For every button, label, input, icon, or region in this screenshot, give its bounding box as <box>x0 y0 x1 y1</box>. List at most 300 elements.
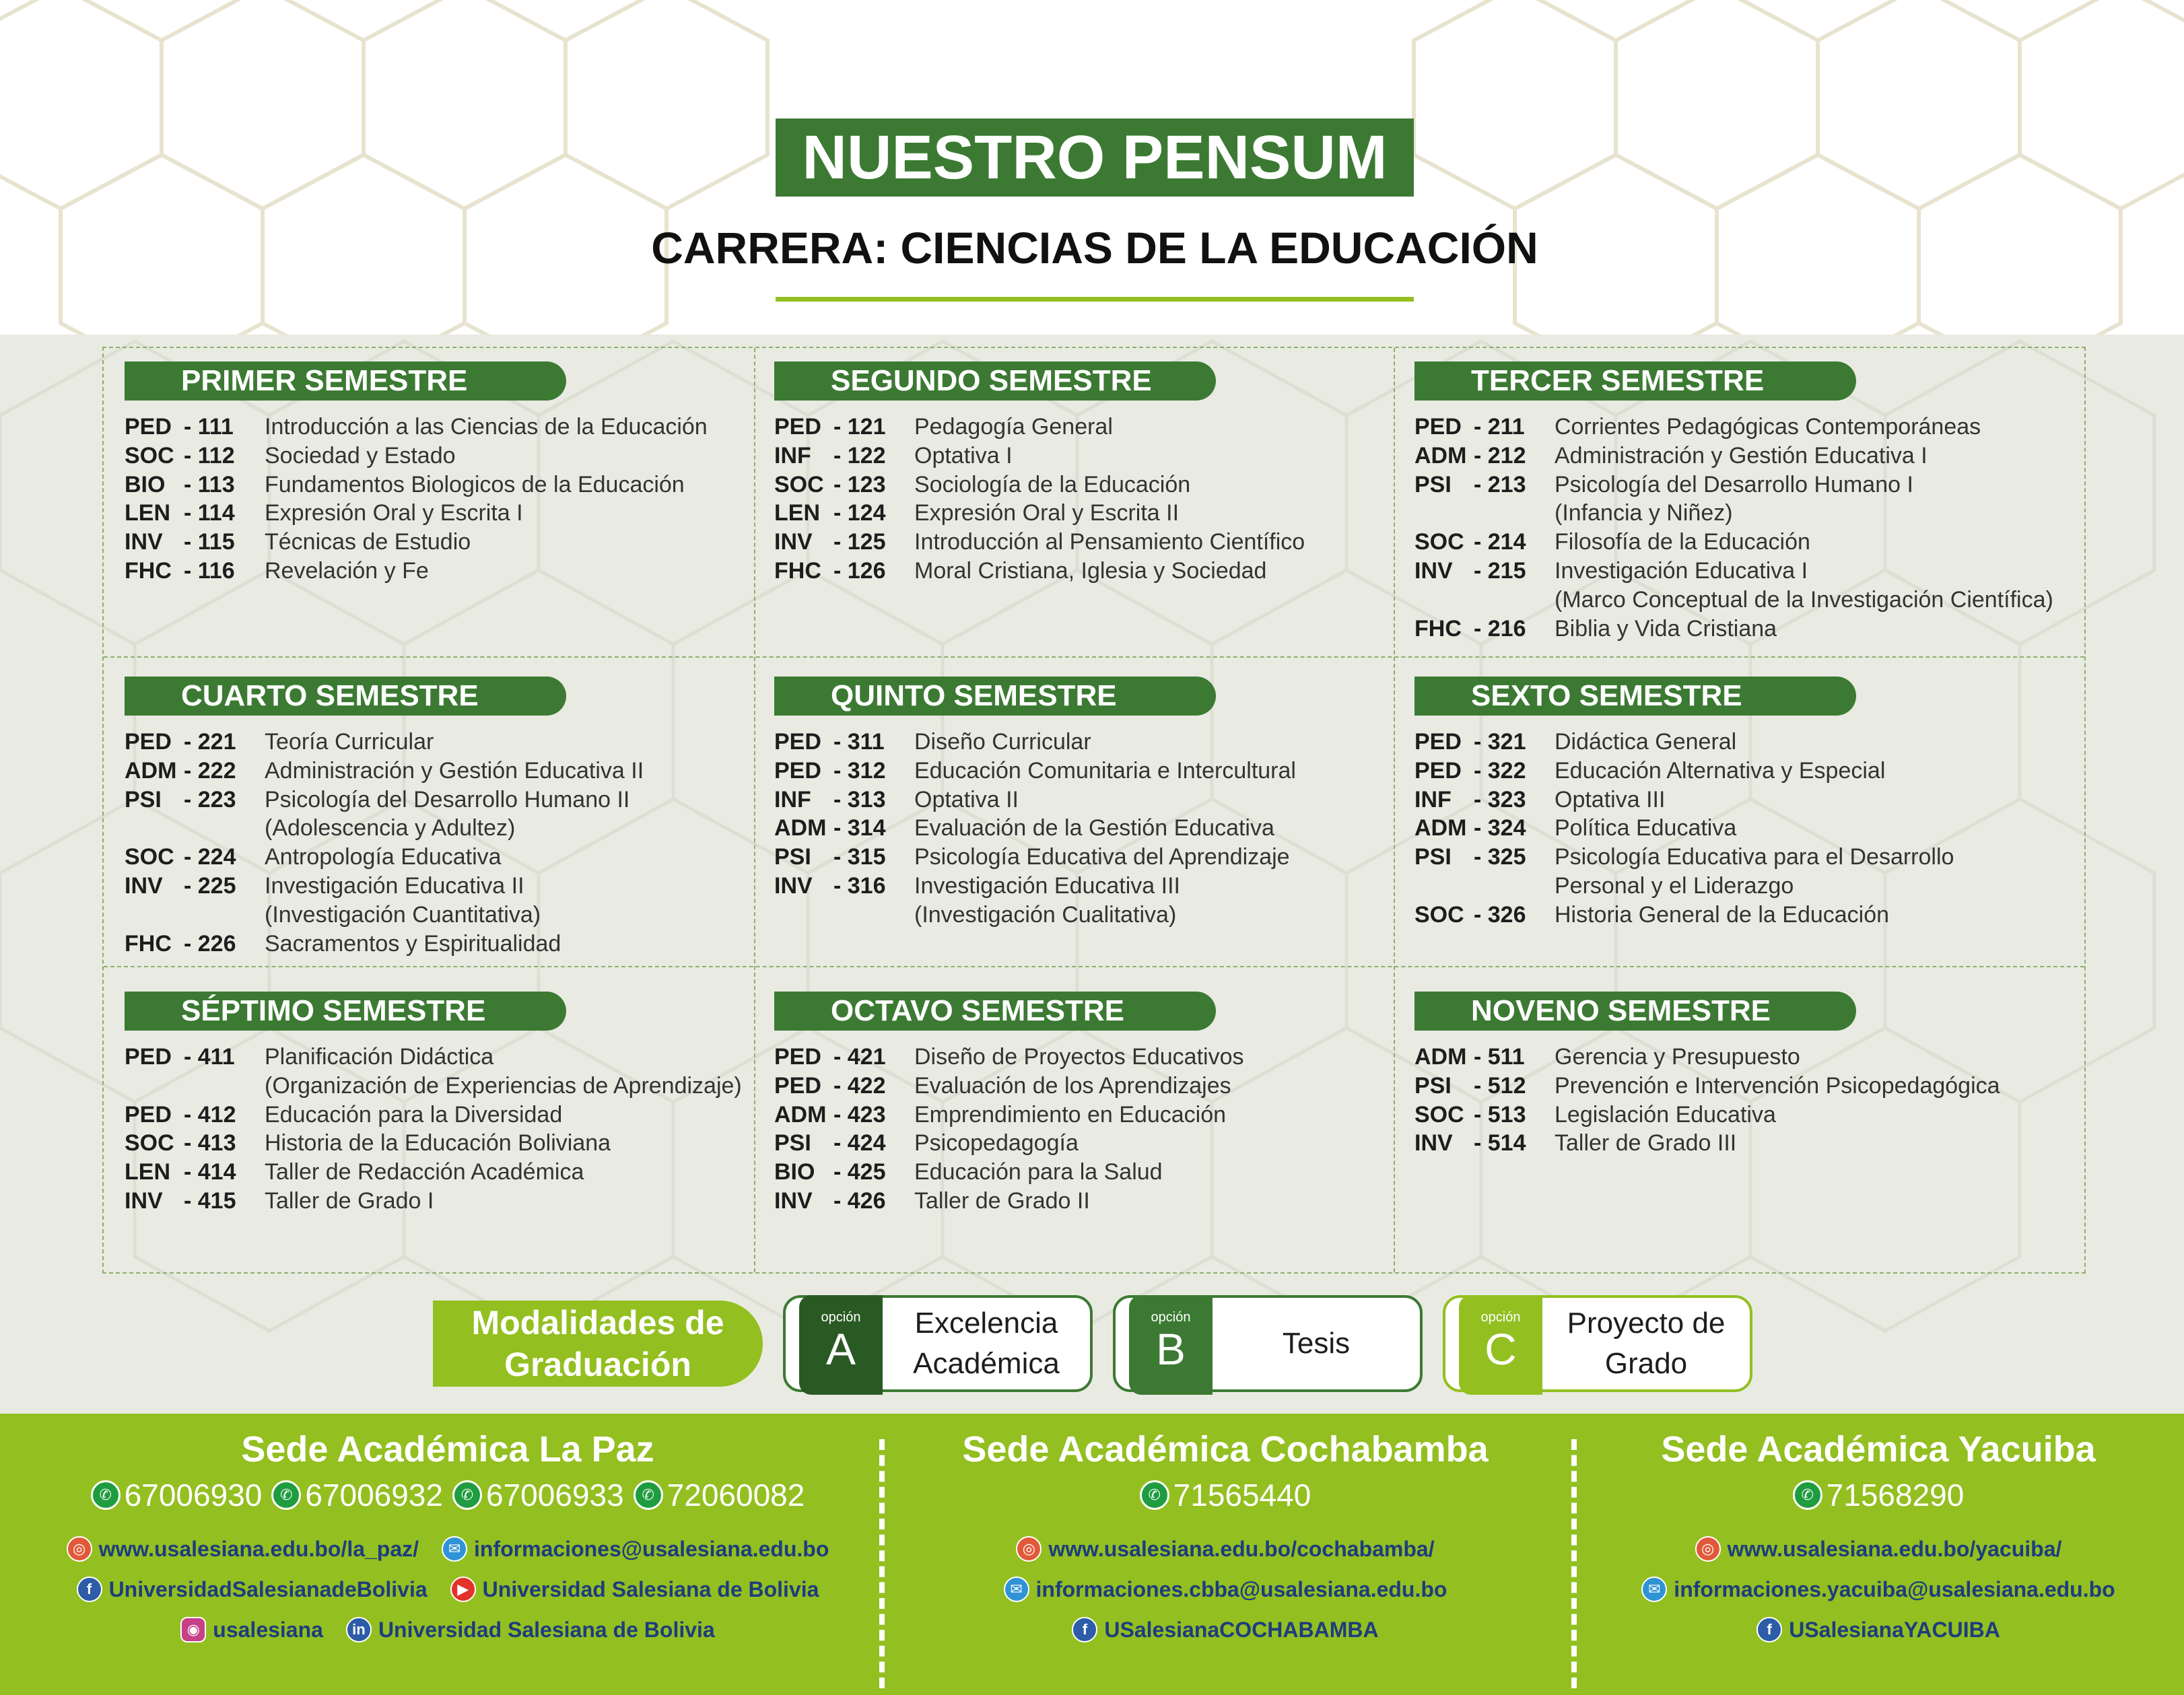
link-text: UniversidadSalesianadeBolivia <box>108 1577 428 1601</box>
course-name: Educación para la Diversidad <box>265 1101 563 1128</box>
course-name: Técnicas de Estudio <box>265 529 471 555</box>
course-code: - 326 <box>1474 901 1526 928</box>
link-text: Universidad Salesiana de Bolivia <box>378 1617 715 1642</box>
course-row <box>774 413 1216 442</box>
whatsapp-icon: ✆ <box>1140 1480 1169 1510</box>
course-code: - 215 <box>1474 557 1526 584</box>
course-code: - 514 <box>1474 1130 1526 1156</box>
semester-title: SEXTO SEMESTRE <box>1414 677 1856 716</box>
course-row <box>125 1072 742 1101</box>
sede-la-paz-phones <box>40 1477 855 1513</box>
course-code: - 422 <box>833 1072 886 1099</box>
course-code: - 513 <box>1474 1101 1526 1128</box>
course-name: Personal y el Liderazgo <box>1555 872 1794 899</box>
course-name: Pedagogía General <box>914 414 1113 440</box>
course-prefix: BIO <box>774 1159 815 1185</box>
course-code: - 323 <box>1474 786 1526 812</box>
course-row <box>1414 843 1954 872</box>
link-text: www.usalesiana.edu.bo/cochabamba/ <box>1048 1536 1435 1561</box>
course-code: - 222 <box>184 757 236 784</box>
option-c-letter: C <box>1485 1324 1517 1374</box>
website-link[interactable] <box>1695 1536 2062 1562</box>
option-a-line1: Excelencia <box>914 1307 1058 1340</box>
semester-block <box>1414 992 2000 1158</box>
sede-cochabamba-links-row2 <box>902 1577 1548 1602</box>
course-row <box>774 1043 1244 1072</box>
course-prefix: INV <box>125 1187 163 1214</box>
graduation-modes-label-line2: Graduación <box>504 1346 691 1383</box>
course-prefix: PED <box>125 729 172 755</box>
course-row <box>1414 471 1913 499</box>
course-prefix: PSI <box>1414 844 1452 870</box>
course-name: Psicología del Desarrollo Humano I <box>1555 471 1913 497</box>
course-row <box>125 843 566 872</box>
globe-icon: ◎ <box>1695 1536 1721 1562</box>
course-row <box>1414 728 1856 757</box>
course-prefix: LEN <box>125 500 170 526</box>
course-prefix: INV <box>774 529 813 555</box>
semester-title: SEGUNDO SEMESTRE <box>774 361 1216 401</box>
grid-divider <box>104 966 2084 967</box>
course-prefix: SOC <box>774 471 824 497</box>
course-name: (Adolescencia y Adultez) <box>265 815 516 841</box>
phone-number: 67006932 <box>305 1478 443 1513</box>
link-text: www.usalesiana.edu.bo/la_paz/ <box>98 1536 419 1561</box>
course-name: Investigación Educativa III <box>914 872 1181 899</box>
course-name: Didáctica General <box>1555 729 1737 755</box>
youtube-icon: ▶ <box>450 1577 476 1602</box>
course-code: - 425 <box>833 1159 886 1185</box>
course-name: (Infancia y Niñez) <box>1555 500 1733 526</box>
course-code: - 414 <box>184 1159 236 1185</box>
mail-icon: ✉ <box>1004 1577 1029 1602</box>
sede-cochabamba-phones <box>902 1477 1548 1513</box>
whatsapp-icon: ✆ <box>91 1480 121 1510</box>
sede-la-paz-links-row1 <box>40 1536 855 1562</box>
course-prefix: SOC <box>1414 529 1464 555</box>
course-row <box>125 757 644 786</box>
course-row <box>1414 814 1856 843</box>
option-b-letter: B <box>1155 1324 1186 1374</box>
grid-divider <box>754 348 755 1272</box>
course-code: - 123 <box>833 471 886 497</box>
sede-yacuiba-title: Sede Académica Yacuiba <box>1661 1429 2096 1469</box>
course-row <box>125 1043 566 1072</box>
course-name: Educación Comunitaria e Intercultural <box>914 757 1296 784</box>
course-prefix: INV <box>1414 557 1453 584</box>
course-row <box>1414 1101 1856 1130</box>
course-prefix: PED <box>125 1101 172 1128</box>
course-row <box>125 786 630 815</box>
course-row <box>125 471 685 499</box>
course-code: - 415 <box>184 1187 236 1214</box>
footer-divider <box>1571 1439 1577 1688</box>
course-list <box>125 728 644 958</box>
course-name: Diseño Curricular <box>914 729 1091 755</box>
course-name: Administración y Gestión Educativa II <box>265 757 644 784</box>
option-b-caption: opción <box>1151 1310 1191 1325</box>
course-code: - 115 <box>184 529 235 555</box>
subtitle-divider <box>776 297 1414 302</box>
course-name: Diseño de Proyectos Educativos <box>914 1044 1244 1070</box>
course-prefix: INV <box>1414 1130 1453 1156</box>
phone-number: 72060082 <box>667 1478 805 1513</box>
course-row <box>125 814 566 843</box>
course-row <box>125 1158 584 1187</box>
globe-icon: ◎ <box>1016 1536 1042 1562</box>
course-row <box>774 442 1216 471</box>
phone-entry[interactable] <box>91 1477 263 1513</box>
course-code: - 423 <box>833 1101 886 1128</box>
course-prefix: SOC <box>1414 901 1464 928</box>
sede-cochabamba-links-row3 <box>902 1617 1548 1642</box>
linkedin-link[interactable] <box>346 1617 715 1642</box>
course-name: Taller de Redacción Académica <box>265 1159 584 1185</box>
link-text: USalesianaYACUIBA <box>1789 1617 2000 1642</box>
linkedin-icon: in <box>346 1617 372 1642</box>
course-row <box>774 757 1296 786</box>
sede-cochabamba-title: Sede Académica Cochabamba <box>962 1429 1489 1469</box>
course-name: Administración y Gestión Educativa I <box>1555 442 1927 469</box>
course-code: - 116 <box>184 557 235 584</box>
page-title: NUESTRO PENSUM <box>776 118 1414 197</box>
course-list <box>1414 413 2053 643</box>
course-name: Gerencia y Presupuesto <box>1555 1044 1800 1070</box>
course-prefix: PED <box>774 757 821 784</box>
course-prefix: INV <box>125 872 163 899</box>
course-row <box>774 557 1267 586</box>
course-code: - 512 <box>1474 1072 1526 1099</box>
course-prefix: PED <box>774 414 821 440</box>
course-list <box>774 413 1305 586</box>
course-row <box>125 1187 566 1216</box>
course-code: - 213 <box>1474 471 1526 497</box>
whatsapp-icon: ✆ <box>271 1480 301 1510</box>
semester-title: NOVENO SEMESTRE <box>1414 992 1856 1031</box>
link-text: informaciones.yacuiba@usalesiana.edu.bo <box>1674 1577 2115 1601</box>
course-prefix: BIO <box>125 471 166 497</box>
course-code: - 122 <box>833 442 886 469</box>
footer-divider <box>879 1439 885 1688</box>
course-name: Taller de Grado III <box>1555 1130 1737 1156</box>
course-name: (Marco Conceptual de la Investigación Científica) <box>1555 586 2053 613</box>
course-name: Taller de Grado II <box>914 1187 1090 1214</box>
course-prefix: ADM <box>774 815 827 841</box>
course-row <box>774 1129 1216 1158</box>
facebook-icon: f <box>77 1577 102 1602</box>
course-name: Psicología del Desarrollo Humano II <box>265 786 630 812</box>
course-row <box>125 1129 611 1158</box>
sede-yacuiba-links-row3 <box>1602 1617 2154 1642</box>
graduation-modes-label <box>433 1301 763 1387</box>
course-name: Teoría Curricular <box>265 729 434 755</box>
grid-divider <box>104 656 2084 658</box>
option-c-card <box>1443 1295 1752 1392</box>
course-name: Biblia y Vida Cristiana <box>1555 615 1777 642</box>
course-code: - 311 <box>833 729 885 755</box>
semester-block <box>774 361 1305 586</box>
course-code: - 316 <box>833 872 886 899</box>
course-row <box>774 1101 1227 1130</box>
course-prefix: LEN <box>125 1159 170 1185</box>
option-a-card <box>783 1295 1093 1392</box>
course-list <box>125 413 708 586</box>
option-c-line2: Grado <box>1604 1347 1688 1380</box>
facebook-icon: f <box>1072 1617 1097 1642</box>
semester-title: CUARTO SEMESTRE <box>125 677 566 716</box>
course-name: Evaluación de los Aprendizajes <box>914 1072 1231 1099</box>
course-row <box>1414 786 1856 815</box>
course-row <box>1414 528 1856 557</box>
course-code: - 224 <box>184 844 236 870</box>
course-code: - 313 <box>833 786 886 812</box>
course-row <box>774 1158 1216 1187</box>
course-row <box>1414 615 1856 644</box>
course-name: Sociología de la Educación <box>914 471 1191 497</box>
email-link[interactable] <box>1641 1577 2115 1602</box>
option-c-tab <box>1459 1295 1542 1395</box>
course-code: - 325 <box>1474 844 1526 870</box>
option-c-caption: opción <box>1480 1310 1521 1325</box>
course-name: Taller de Grado I <box>265 1187 434 1214</box>
course-list <box>774 728 1296 930</box>
course-prefix: SOC <box>125 1130 174 1156</box>
option-b-line1: Tesis <box>1282 1327 1351 1360</box>
course-row <box>1414 499 1856 528</box>
semester-block <box>1414 361 2053 643</box>
facebook-link[interactable] <box>1072 1617 1378 1642</box>
course-code: - 113 <box>184 471 235 497</box>
globe-icon: ◎ <box>67 1536 92 1562</box>
course-row <box>1414 1043 1856 1072</box>
course-name: Expresión Oral y Escrita II <box>914 500 1180 526</box>
semester-block <box>774 677 1296 930</box>
whatsapp-icon: ✆ <box>452 1480 482 1510</box>
phone-entry[interactable] <box>1140 1477 1311 1513</box>
link-text: usalesiana <box>213 1617 323 1642</box>
course-row <box>774 843 1290 872</box>
course-code: - 314 <box>833 815 886 841</box>
course-prefix: ADM <box>125 757 177 784</box>
course-name: Prevención e Intervención Psicopedagógica <box>1555 1072 2000 1099</box>
course-prefix: PED <box>125 414 172 440</box>
course-prefix: PED <box>774 1044 821 1070</box>
course-row <box>125 930 566 959</box>
email-link[interactable] <box>442 1536 829 1562</box>
phone-number: 71565440 <box>1173 1478 1311 1513</box>
instagram-link[interactable] <box>180 1617 323 1642</box>
course-name: Emprendimiento en Educación <box>914 1101 1227 1128</box>
graduation-modes-label-line1: Modalidades de <box>471 1304 724 1342</box>
course-prefix: PED <box>125 1044 172 1070</box>
course-code: - 223 <box>184 786 236 812</box>
course-row <box>125 901 566 930</box>
course-name: (Organización de Experiencias de Aprendizaje) <box>265 1072 742 1099</box>
course-name: Planificación Didáctica <box>265 1044 494 1070</box>
course-prefix: INF <box>774 442 811 469</box>
course-code: - 214 <box>1474 529 1526 555</box>
course-name: Fundamentos Biologicos de la Educación <box>265 471 685 497</box>
course-row <box>125 1101 566 1130</box>
course-code: - 413 <box>184 1130 236 1156</box>
course-row <box>125 413 708 442</box>
option-c-text <box>1542 1298 1750 1389</box>
course-prefix: INF <box>1414 786 1452 812</box>
website-link[interactable] <box>1016 1536 1434 1562</box>
link-text: www.usalesiana.edu.bo/yacuiba/ <box>1727 1536 2062 1561</box>
course-prefix: SOC <box>125 442 174 469</box>
course-name: Optativa II <box>914 786 1019 812</box>
course-name: Psicología Educativa para el Desarrollo <box>1555 844 1954 870</box>
sede-yacuiba-links-row2 <box>1602 1577 2154 1602</box>
course-prefix: FHC <box>125 557 172 584</box>
course-prefix: PED <box>1414 729 1462 755</box>
course-name: Investigación Educativa I <box>1555 557 1808 584</box>
course-name: Expresión Oral y Escrita I <box>265 500 523 526</box>
instagram-icon: ◉ <box>180 1617 206 1642</box>
semester-block <box>1414 677 1954 930</box>
course-prefix: INV <box>774 1187 813 1214</box>
grid-divider <box>1394 348 1395 1272</box>
course-name: Sociedad y Estado <box>265 442 456 469</box>
youtube-link[interactable] <box>450 1577 819 1602</box>
phone-number: 67006933 <box>486 1478 624 1513</box>
course-row <box>774 528 1305 557</box>
course-prefix: SOC <box>125 844 174 870</box>
course-prefix: PED <box>1414 757 1462 784</box>
course-name: Historia de la Educación Boliviana <box>265 1130 611 1156</box>
course-row <box>1414 901 1890 930</box>
course-name: Sacramentos y Espiritualidad <box>265 930 561 957</box>
course-list <box>1414 1043 2000 1158</box>
semester-title: TERCER SEMESTRE <box>1414 361 1856 401</box>
link-text: Universidad Salesiana de Bolivia <box>482 1577 819 1601</box>
course-prefix: LEN <box>774 500 820 526</box>
course-code: - 315 <box>833 844 886 870</box>
course-name: Introducción a las Ciencias de la Educación <box>265 414 708 440</box>
footer-contacts <box>0 1414 2184 1695</box>
course-name: Política Educativa <box>1555 815 1737 841</box>
course-code: - 324 <box>1474 815 1526 841</box>
website-link[interactable] <box>67 1536 419 1562</box>
course-name: Psicología Educativa del Aprendizaje <box>914 844 1290 870</box>
course-code: - 321 <box>1474 729 1526 755</box>
course-row <box>774 1187 1216 1216</box>
course-prefix: SOC <box>1414 1101 1464 1128</box>
course-prefix: FHC <box>774 557 821 584</box>
option-a-text <box>883 1298 1090 1389</box>
course-prefix: PSI <box>774 1130 811 1156</box>
course-code: - 426 <box>833 1187 886 1214</box>
phone-entry[interactable] <box>452 1477 624 1513</box>
course-code: - 212 <box>1474 442 1526 469</box>
course-row <box>774 786 1216 815</box>
course-row <box>1414 872 1856 901</box>
course-row <box>125 499 566 528</box>
course-code: - 114 <box>184 500 235 526</box>
option-b-tab <box>1129 1295 1213 1395</box>
course-name: Investigación Educativa II <box>265 872 524 899</box>
semester-block <box>125 992 742 1216</box>
course-row <box>774 901 1216 930</box>
course-name: Introducción al Pensamiento Científico <box>914 529 1305 555</box>
course-prefix: ADM <box>1414 815 1467 841</box>
semester-title: SÉPTIMO SEMESTRE <box>125 992 566 1031</box>
option-a-caption: opción <box>821 1310 861 1325</box>
sede-la-paz-links-row2 <box>40 1577 855 1602</box>
course-name: Educación Alternativa y Especial <box>1555 757 1886 784</box>
course-code: - 112 <box>184 442 235 469</box>
course-row <box>125 872 566 901</box>
option-a-line2: Académica <box>913 1347 1060 1380</box>
course-name: Moral Cristiana, Iglesia y Sociedad <box>914 557 1267 584</box>
course-list <box>125 1043 742 1216</box>
option-a-letter: A <box>825 1324 856 1374</box>
semester-title: OCTAVO SEMESTRE <box>774 992 1216 1031</box>
sede-yacuiba-phones <box>1602 1477 2154 1513</box>
phone-number: 67006930 <box>124 1478 263 1513</box>
course-row <box>1414 413 1981 442</box>
course-prefix: PSI <box>1414 471 1452 497</box>
course-row <box>774 471 1216 499</box>
course-name: Evaluación de la Gestión Educativa <box>914 815 1274 841</box>
course-row <box>1414 442 1927 471</box>
course-name: Historia General de la Educación <box>1555 901 1890 928</box>
course-code: - 421 <box>833 1044 886 1070</box>
course-code: - 424 <box>833 1130 886 1156</box>
phone-entry[interactable] <box>1793 1477 1965 1513</box>
semester-block <box>774 992 1244 1216</box>
course-prefix: FHC <box>1414 615 1462 642</box>
course-prefix: PSI <box>125 786 162 812</box>
facebook-link[interactable] <box>1756 1617 2000 1642</box>
course-name: (Investigación Cuantitativa) <box>265 901 541 928</box>
course-code: - 411 <box>184 1044 235 1070</box>
phone-entry[interactable] <box>271 1477 443 1513</box>
course-row <box>1414 757 1886 786</box>
course-code: - 125 <box>833 529 886 555</box>
course-prefix: PED <box>774 1072 821 1099</box>
semester-block <box>125 361 708 586</box>
course-prefix: PSI <box>774 844 811 870</box>
course-prefix: ADM <box>1414 1044 1467 1070</box>
course-prefix: ADM <box>774 1101 827 1128</box>
mail-icon: ✉ <box>442 1536 467 1562</box>
course-row <box>774 728 1216 757</box>
course-name: Corrientes Pedagógicas Contemporáneas <box>1555 414 1981 440</box>
semester-block <box>125 677 644 958</box>
course-name: Educación para la Salud <box>914 1159 1163 1185</box>
email-link[interactable] <box>1004 1577 1447 1602</box>
link-text: informaciones.cbba@usalesiana.edu.bo <box>1035 1577 1447 1601</box>
course-name: Optativa III <box>1555 786 1666 812</box>
course-prefix: INF <box>774 786 811 812</box>
sede-la-paz-links-row3 <box>40 1617 855 1642</box>
mail-icon: ✉ <box>1641 1577 1667 1602</box>
sede-cochabamba-links-row1 <box>902 1536 1548 1562</box>
phone-entry[interactable] <box>634 1477 805 1513</box>
option-c-line1: Proyecto de <box>1567 1307 1726 1340</box>
whatsapp-icon: ✆ <box>634 1480 663 1510</box>
semester-title: QUINTO SEMESTRE <box>774 677 1216 716</box>
link-text: informaciones@usalesiana.edu.bo <box>474 1536 829 1561</box>
course-row <box>125 728 566 757</box>
course-row <box>774 499 1216 528</box>
course-name: Psicopedagogía <box>914 1130 1079 1156</box>
facebook-link[interactable] <box>77 1577 428 1602</box>
course-code: - 216 <box>1474 615 1526 642</box>
course-code: - 111 <box>184 414 234 440</box>
